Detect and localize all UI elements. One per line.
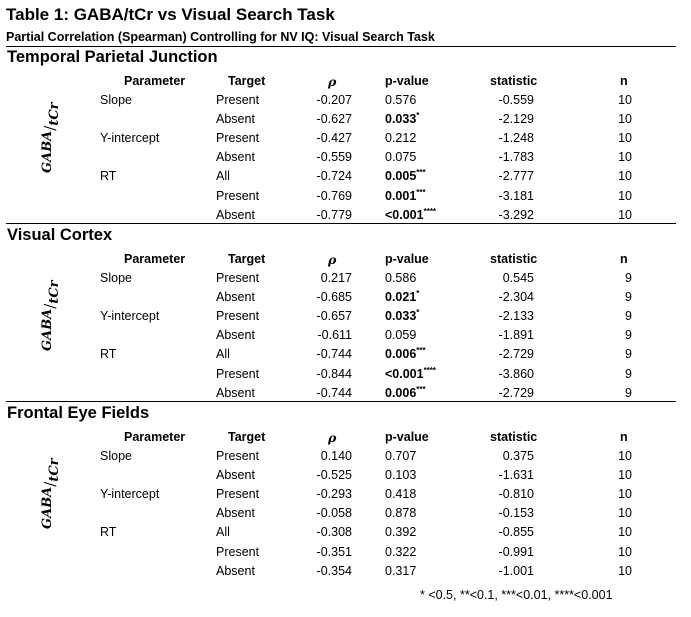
p-value-text: 0.075 — [385, 150, 417, 164]
p-value-text: 0.103 — [385, 468, 417, 482]
target-cell: All — [216, 347, 230, 361]
significance-marker: *** — [416, 385, 426, 394]
statistic-cell: -1.001 — [498, 564, 534, 578]
p-value-cell — [385, 271, 416, 286]
p-value-cell — [385, 208, 436, 223]
parameter-cell: Y-intercept — [100, 131, 160, 145]
rho-cell: -0.427 — [316, 131, 352, 145]
statistic-cell: -0.153 — [498, 506, 534, 520]
y-label-slash: / — [41, 303, 59, 309]
col-header-parameter: Parameter — [124, 252, 186, 266]
col-header-p-value: p-value — [385, 252, 429, 266]
col-header-rho: ρ — [328, 430, 337, 445]
target-cell: Present — [216, 189, 260, 203]
p-value-text: 0.006 — [385, 347, 417, 361]
parameter-cell: Slope — [100, 449, 132, 463]
col-header-statistic: statistic — [490, 430, 538, 444]
parameter-cell: RT — [100, 347, 117, 361]
target-cell: Absent — [216, 112, 255, 126]
n-cell: 9 — [625, 290, 632, 304]
target-cell: Present — [216, 545, 260, 559]
rho-cell: -0.744 — [316, 347, 352, 361]
target-cell: Absent — [216, 506, 255, 520]
p-value-text: 0.212 — [385, 131, 417, 145]
n-cell: 10 — [618, 449, 632, 463]
table-title: Table 1: GABA/tCr vs Visual Search Task — [6, 5, 335, 24]
n-cell: 10 — [618, 150, 632, 164]
col-header-statistic: statistic — [490, 74, 538, 88]
p-value-cell — [385, 545, 416, 560]
n-cell: 10 — [618, 189, 632, 203]
n-cell: 10 — [618, 112, 632, 126]
y-label-denominator: tCr — [47, 458, 62, 482]
p-value-cell — [385, 506, 416, 521]
y-label-numerator: GABA — [40, 130, 55, 173]
rho-cell: 0.217 — [320, 271, 352, 285]
p-value-cell — [385, 169, 426, 184]
statistic-cell: -3.292 — [498, 208, 534, 222]
n-cell: 9 — [625, 328, 632, 342]
parameter-cell: Slope — [100, 271, 132, 285]
p-value-cell — [385, 449, 416, 464]
statistic-cell: -2.304 — [498, 290, 534, 304]
p-value-cell — [385, 112, 419, 127]
p-value-text: <0.001 — [385, 208, 424, 222]
statistic-cell: -3.860 — [498, 367, 534, 381]
col-header-statistic: statistic — [490, 252, 538, 266]
region-section — [0, 48, 691, 226]
col-header-target: Target — [228, 74, 266, 88]
p-value-cell — [385, 468, 416, 483]
y-label-denominator: tCr — [47, 280, 62, 304]
target-cell: All — [216, 525, 230, 539]
p-value-text: 0.317 — [385, 564, 417, 578]
section-divider — [6, 223, 676, 224]
rho-cell: -0.293 — [316, 487, 352, 501]
parameter-cell: Y-intercept — [100, 487, 160, 501]
rho-cell: -0.769 — [316, 189, 352, 203]
n-cell: 9 — [625, 309, 632, 323]
p-value-cell — [385, 564, 416, 579]
statistic-cell: -0.855 — [498, 525, 534, 539]
n-cell: 10 — [618, 506, 632, 520]
rho-cell: -0.744 — [316, 386, 352, 400]
table-subtitle: Partial Correlation (Spearman) Controlling for NV IQ: Visual Search Task — [6, 30, 435, 44]
col-header-n: n — [620, 74, 628, 88]
y-label-slash: / — [41, 125, 59, 131]
n-cell: 10 — [618, 468, 632, 482]
significance-marker: *** — [416, 188, 426, 197]
top-rule — [6, 46, 676, 47]
p-value-text: 0.001 — [385, 189, 417, 203]
rho-cell: -0.525 — [316, 468, 352, 482]
p-value-text: 0.006 — [385, 386, 417, 400]
target-cell: Absent — [216, 290, 255, 304]
n-cell: 10 — [618, 131, 632, 145]
n-cell: 10 — [618, 208, 632, 222]
p-value-cell — [385, 525, 416, 540]
col-header-rho: ρ — [328, 74, 337, 89]
p-value-text: 0.021 — [385, 290, 417, 304]
target-cell: Present — [216, 449, 260, 463]
p-value-text: 0.418 — [385, 487, 417, 501]
n-cell: 9 — [625, 271, 632, 285]
rho-cell: -0.058 — [316, 506, 352, 520]
y-axis-label — [40, 280, 62, 351]
region-section — [0, 226, 691, 404]
target-cell: Present — [216, 271, 260, 285]
statistic-cell: -1.631 — [498, 468, 534, 482]
statistic-cell: 0.375 — [502, 449, 534, 463]
y-label-numerator: GABA — [40, 308, 55, 351]
statistic-cell: -2.777 — [498, 169, 534, 183]
p-value-cell — [385, 150, 416, 165]
statistic-cell: -2.729 — [498, 386, 534, 400]
y-label-slash: / — [41, 481, 59, 487]
rho-cell: 0.140 — [320, 449, 352, 463]
statistic-cell: -2.133 — [498, 309, 534, 323]
statistic-cell: -2.729 — [498, 347, 534, 361]
rho-cell: -0.611 — [317, 328, 352, 342]
col-header-n: n — [620, 252, 628, 266]
region-section — [0, 404, 691, 582]
y-label-numerator: GABA — [40, 486, 55, 529]
statistic-cell: -2.129 — [498, 112, 534, 126]
p-value-text: 0.878 — [385, 506, 417, 520]
col-header-parameter: Parameter — [124, 430, 186, 444]
significance-marker: **** — [423, 366, 437, 375]
target-cell: Absent — [216, 564, 255, 578]
target-cell: Absent — [216, 150, 255, 164]
region-title: Frontal Eye Fields — [7, 404, 150, 422]
target-cell: Present — [216, 309, 260, 323]
col-header-rho: ρ — [328, 252, 337, 267]
p-value-text: 0.707 — [385, 449, 417, 463]
statistic-cell: -0.991 — [498, 545, 534, 559]
n-cell: 10 — [618, 487, 632, 501]
p-value-text: <0.001 — [385, 367, 424, 381]
significance-marker: * — [416, 289, 420, 298]
target-cell: All — [216, 169, 230, 183]
col-header-target: Target — [228, 430, 266, 444]
statistic-cell: -3.181 — [498, 189, 534, 203]
n-cell: 10 — [618, 545, 632, 559]
statistic-cell: 0.545 — [502, 271, 534, 285]
rho-cell: -0.844 — [316, 367, 352, 381]
rho-cell: -0.559 — [316, 150, 352, 164]
p-value-cell — [385, 487, 416, 502]
significance-marker: *** — [416, 168, 426, 177]
p-value-cell — [385, 386, 426, 401]
p-value-cell — [385, 309, 419, 324]
rho-cell: -0.779 — [316, 208, 352, 222]
statistic-cell: -1.783 — [498, 150, 534, 164]
parameter-cell: Slope — [100, 93, 132, 107]
significance-footnote: * <0.5, **<0.1, ***<0.01, ****<0.001 — [420, 588, 613, 602]
n-cell: 9 — [625, 367, 632, 381]
statistic-cell: -0.559 — [498, 93, 534, 107]
p-value-cell — [385, 131, 416, 146]
col-header-n: n — [620, 430, 628, 444]
n-cell: 9 — [625, 347, 632, 361]
y-label-denominator: tCr — [47, 102, 62, 126]
region-title: Visual Cortex — [7, 226, 113, 244]
col-header-parameter: Parameter — [124, 74, 186, 88]
p-value-text: 0.033 — [385, 309, 417, 323]
n-cell: 10 — [618, 525, 632, 539]
rho-cell: -0.685 — [316, 290, 352, 304]
target-cell: Present — [216, 93, 260, 107]
p-value-cell — [385, 367, 436, 382]
p-value-cell — [385, 290, 419, 305]
rho-cell: -0.657 — [316, 309, 352, 323]
n-cell: 10 — [618, 564, 632, 578]
parameter-cell: Y-intercept — [100, 309, 160, 323]
significance-marker: **** — [423, 207, 437, 216]
rho-cell: -0.308 — [316, 525, 352, 539]
target-cell: Present — [216, 487, 260, 501]
col-header-p-value: p-value — [385, 74, 429, 88]
rho-cell: -0.351 — [316, 545, 352, 559]
parameter-cell: RT — [100, 525, 117, 539]
n-cell: 9 — [625, 386, 632, 400]
p-value-cell — [385, 347, 426, 362]
p-value-cell — [385, 93, 416, 108]
col-header-target: Target — [228, 252, 266, 266]
parameter-cell: RT — [100, 169, 117, 183]
target-cell: Absent — [216, 468, 255, 482]
statistic-cell: -0.810 — [498, 487, 534, 501]
statistic-cell: -1.248 — [498, 131, 534, 145]
rho-cell: -0.354 — [316, 564, 352, 578]
target-cell: Present — [216, 131, 260, 145]
p-value-text: 0.392 — [385, 525, 417, 539]
p-value-cell — [385, 328, 416, 343]
statistic-cell: -1.891 — [498, 328, 534, 342]
p-value-cell — [385, 189, 426, 204]
p-value-text: 0.033 — [385, 112, 417, 126]
rho-cell: -0.724 — [316, 169, 352, 183]
n-cell: 10 — [618, 93, 632, 107]
y-axis-label — [40, 102, 62, 173]
target-cell: Absent — [216, 386, 255, 400]
y-axis-label — [40, 458, 62, 529]
rho-cell: -0.627 — [316, 112, 352, 126]
rho-cell: -0.207 — [316, 93, 352, 107]
target-cell: Absent — [216, 328, 255, 342]
col-header-p-value: p-value — [385, 430, 429, 444]
region-title: Temporal Parietal Junction — [7, 48, 218, 66]
p-value-text: 0.576 — [385, 93, 417, 107]
significance-marker: * — [416, 111, 420, 120]
significance-marker: *** — [416, 346, 426, 355]
p-value-text: 0.586 — [385, 271, 417, 285]
n-cell: 10 — [618, 169, 632, 183]
target-cell: Absent — [216, 208, 255, 222]
target-cell: Present — [216, 367, 260, 381]
significance-marker: * — [416, 308, 420, 317]
p-value-text: 0.059 — [385, 328, 417, 342]
section-divider — [6, 401, 676, 402]
p-value-text: 0.322 — [385, 545, 417, 559]
p-value-text: 0.005 — [385, 169, 417, 183]
